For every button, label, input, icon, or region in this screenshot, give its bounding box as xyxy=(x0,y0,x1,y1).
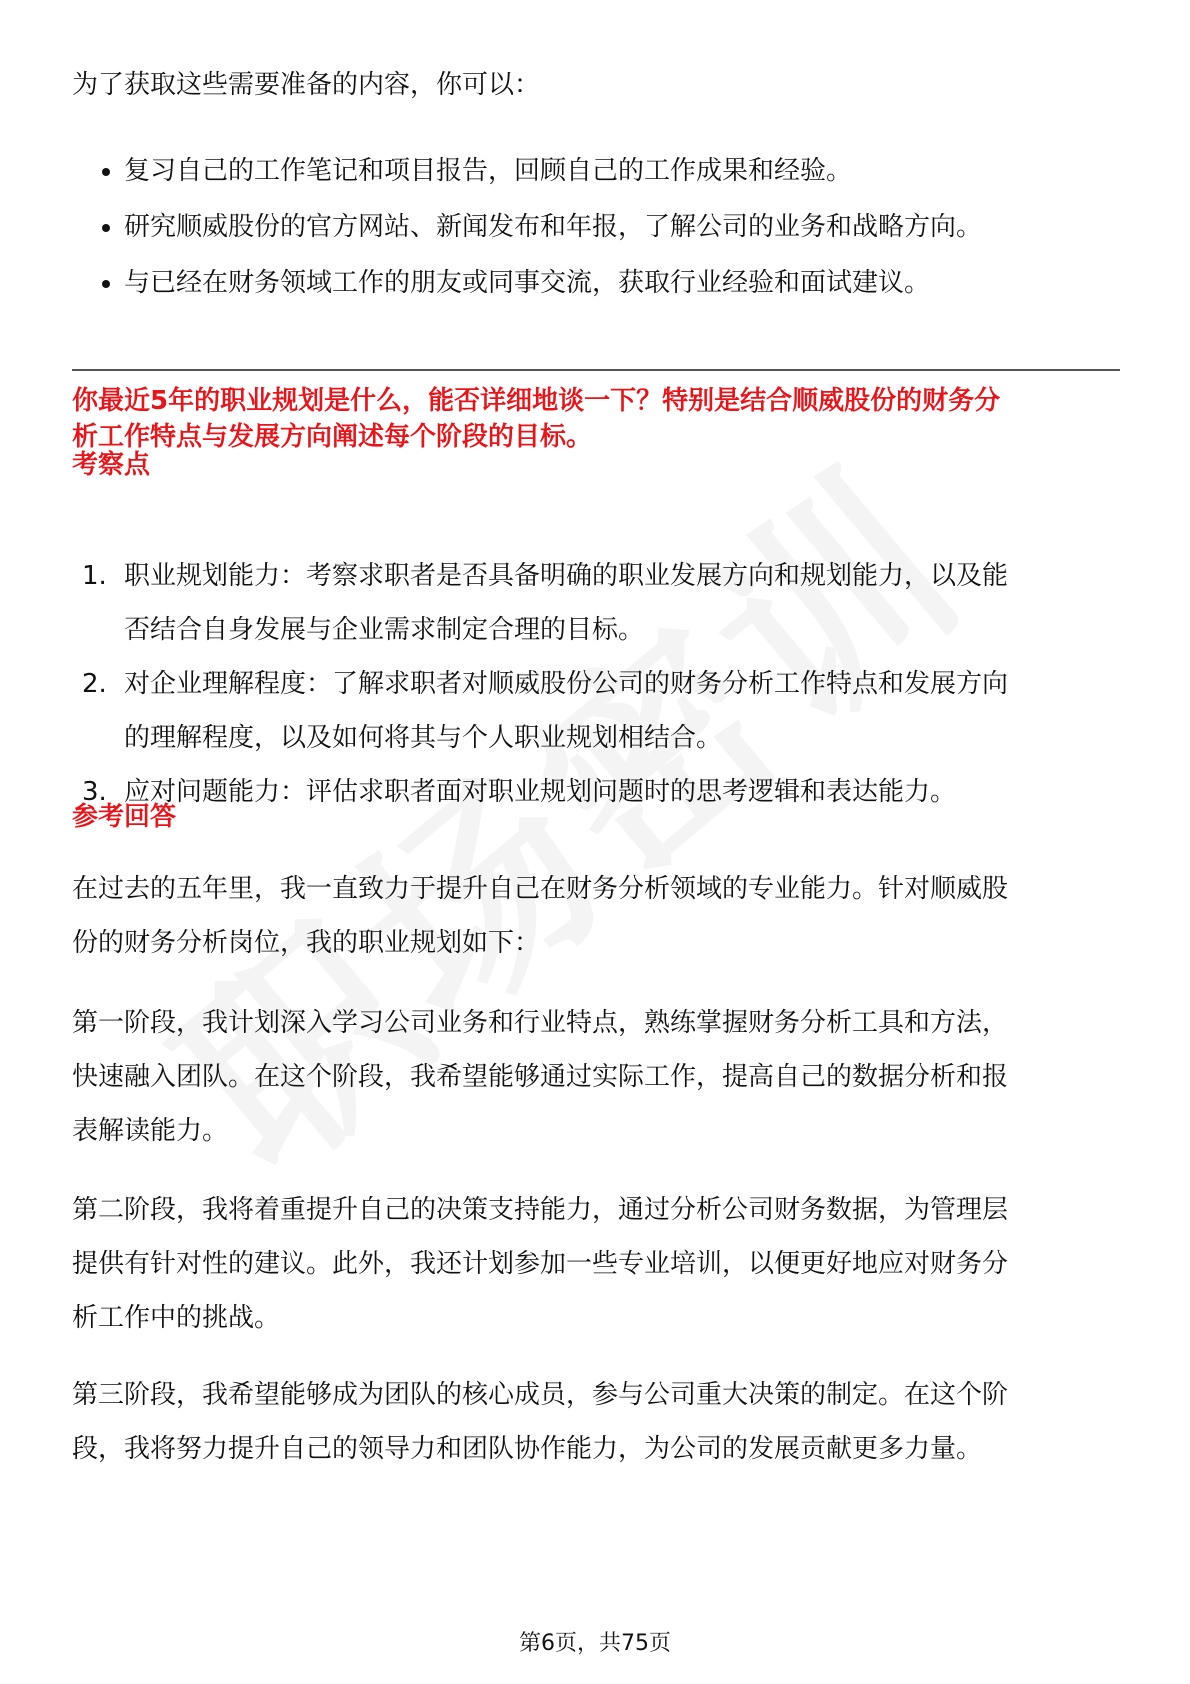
paragraph-line: 析工作中的挑战。 xyxy=(72,1303,281,1333)
answer-paragraph xyxy=(72,862,1120,970)
item-line: 对企业理解程度：了解求职者对顺威股份公司的财务分析工作特点和发展方向 xyxy=(124,669,1009,699)
section-divider xyxy=(72,369,1120,371)
item-line: 的理解程度，以及如何将其与个人职业规划相结合。 xyxy=(124,723,723,753)
list-item: 与已经在财务领域工作的朋友或同事交流，获取行业经验和面试建议。 xyxy=(72,255,1120,311)
item-number: 1. xyxy=(82,561,107,591)
paragraph-line: 第一阶段，我计划深入学习公司业务和行业特点，熟练掌握财务分析工具和方法， xyxy=(72,1008,1009,1038)
paragraph-line: 表解读能力。 xyxy=(72,1116,229,1146)
list-item xyxy=(72,765,1120,819)
item-line: 应对问题能力：评估求职者面对职业规划问题时的思考逻辑和表达能力。 xyxy=(124,777,957,807)
answer-label: 参考回答 xyxy=(72,802,177,832)
item-line: 职业规划能力：考察求职者是否具备明确的职业发展方向和规划能力，以及能 xyxy=(124,561,1009,591)
paragraph-line: 在过去的五年里，我一直致力于提升自己在财务分析领域的专业能力。针对顺威股 xyxy=(72,874,1009,904)
intro-text: 为了获取这些需要准备的内容，你可以： xyxy=(72,70,541,100)
paragraph-line: 第三阶段，我希望能够成为团队的核心成员，参与公司重大决策的制定。在这个阶 xyxy=(72,1380,1009,1410)
list-item xyxy=(72,657,1120,765)
question-heading xyxy=(72,383,1120,455)
prep-list xyxy=(72,143,1120,311)
answer-paragraph xyxy=(72,1183,1120,1345)
item-number: 3. xyxy=(82,777,107,807)
answer-paragraph xyxy=(72,1368,1120,1476)
paragraph-line: 提供有针对性的建议。此外，我还计划参加一些专业培训，以便更好地应对财务分 xyxy=(72,1249,1009,1279)
paragraph-line: 份的财务分析岗位，我的职业规划如下： xyxy=(72,928,541,958)
paragraph-line: 第二阶段，我将着重提升自己的决策支持能力，通过分析公司财务数据，为管理层 xyxy=(72,1195,1009,1225)
points-label: 考察点 xyxy=(72,450,151,480)
paragraph-line: 快速融入团队。在这个阶段，我希望能够通过实际工作，提高自己的数据分析和报 xyxy=(72,1062,1009,1092)
item-number: 2. xyxy=(82,669,107,699)
item-line: 否结合自身发展与企业需求制定合理的目标。 xyxy=(124,615,645,645)
question-line: 你最近5年的职业规划是什么，能否详细地谈一下？特别是结合顺威股份的财务分 xyxy=(72,386,1001,416)
page-number: 第6页，共75页 xyxy=(519,1631,671,1656)
question-line: 析工作特点与发展方向阐述每个阶段的目标。 xyxy=(72,422,593,452)
list-item: 复习自己的工作笔记和项目报告，回顾自己的工作成果和经验。 xyxy=(72,143,1120,199)
paragraph-line: 段，我将努力提升自己的领导力和团队协作能力，为公司的发展贡献更多力量。 xyxy=(72,1434,983,1464)
assessment-points xyxy=(72,549,1120,819)
list-item: 研究顺威股份的官方网站、新闻发布和年报，了解公司的业务和战略方向。 xyxy=(72,199,1120,255)
list-item xyxy=(72,549,1120,657)
answer-paragraph xyxy=(72,996,1120,1158)
